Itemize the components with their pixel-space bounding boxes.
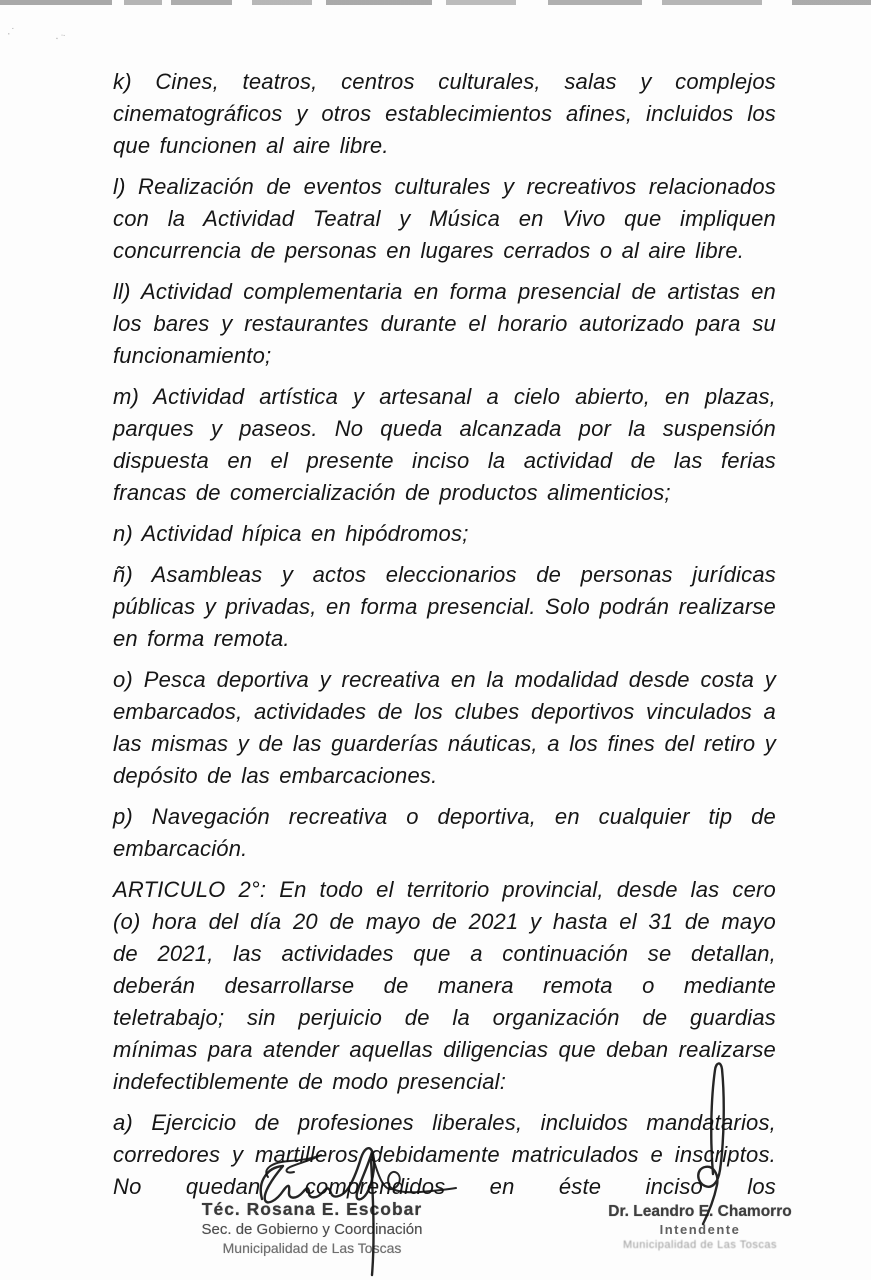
scan-smudge: ·¨ <box>54 32 68 46</box>
signer-role: Sec. de Gobierno y Coordinación <box>201 1221 423 1238</box>
signer-org: Municipalidad de Las Toscas <box>222 1240 402 1256</box>
signer-role: Intendente <box>659 1222 741 1237</box>
signer-name: Téc. Rosana E. Escobar <box>201 1199 423 1219</box>
paragraph-p: p) Navegación recreativa o deportiva, en cualquier tip de embarcación. <box>113 804 776 861</box>
paragraph-articulo-2: ARTICULO 2°: En todo el territorio provincial, desde las cero (o) hora del día 20 de mayo de 2021 y hasta el 31 de mayo de 2021, las actividades que a continuación se detallan, deberán desarrollarse de manera remota o mediante teletrabajo; sin perjuicio de la organización de guardias mínimas para atender aquellas diligencias que deban realizarse indefectiblemente de modo presencial: <box>113 877 776 1094</box>
paragraph-m: m) Actividad artística y artesanal a cielo abierto, en plazas, parques y paseos. No queda alcanzada por la suspensión dispuesta en el presente inciso la actividad de las ferias francas de comercialización de productos alimenticios; <box>113 384 776 505</box>
document-body <box>113 66 776 1212</box>
paragraph-ll: ll) Actividad complementaria en forma presencial de artistas en los bares y restaurantes durante el horario autorizado para su funcionamiento; <box>113 279 776 368</box>
paragraph-enye: ñ) Asambleas y actos eleccionarios de personas jurídicas públicas y privadas, en forma presencial. Solo podrán realizarse en forma remota. <box>113 562 776 651</box>
signature-block-right <box>586 1203 814 1251</box>
paragraph-k: k) Cines, teatros, centros culturales, salas y complejos cinematográficos y otros establecimientos afines, incluidos los que funcionen al aire libre. <box>113 69 776 158</box>
paragraph-n: n) Actividad hípica en hipódromos; <box>113 521 469 546</box>
scan-smudge: ·˙ <box>5 25 20 41</box>
signer-name: Dr. Leandro E. Chamorro <box>608 1203 792 1220</box>
paragraph-o: o) Pesca deportiva y recreativa en la modalidad desde costa y embarcados, actividades de los clubes deportivos vinculados a las mismas y de las guarderías náuticas, a los fines del retiro y depósito de las embarcaciones. <box>113 667 776 788</box>
scan-artifact-top-edge <box>0 0 871 5</box>
paragraph-a: a) Ejercicio de profesiones liberales, incluidos mandatarios, corredores y martilleros debidamente matriculados e inscriptos. No quedan comprendidos en éste inciso los <box>113 1110 776 1199</box>
signature-block-left <box>184 1199 440 1256</box>
signer-org: Municipalidad de Las Toscas <box>623 1239 777 1251</box>
paragraph-l: l) Realización de eventos culturales y recreativos relacionados con la Actividad Teatral y Música en Vivo que impliquen concurrencia de personas en lugares cerrados o al aire libre. <box>113 174 776 263</box>
